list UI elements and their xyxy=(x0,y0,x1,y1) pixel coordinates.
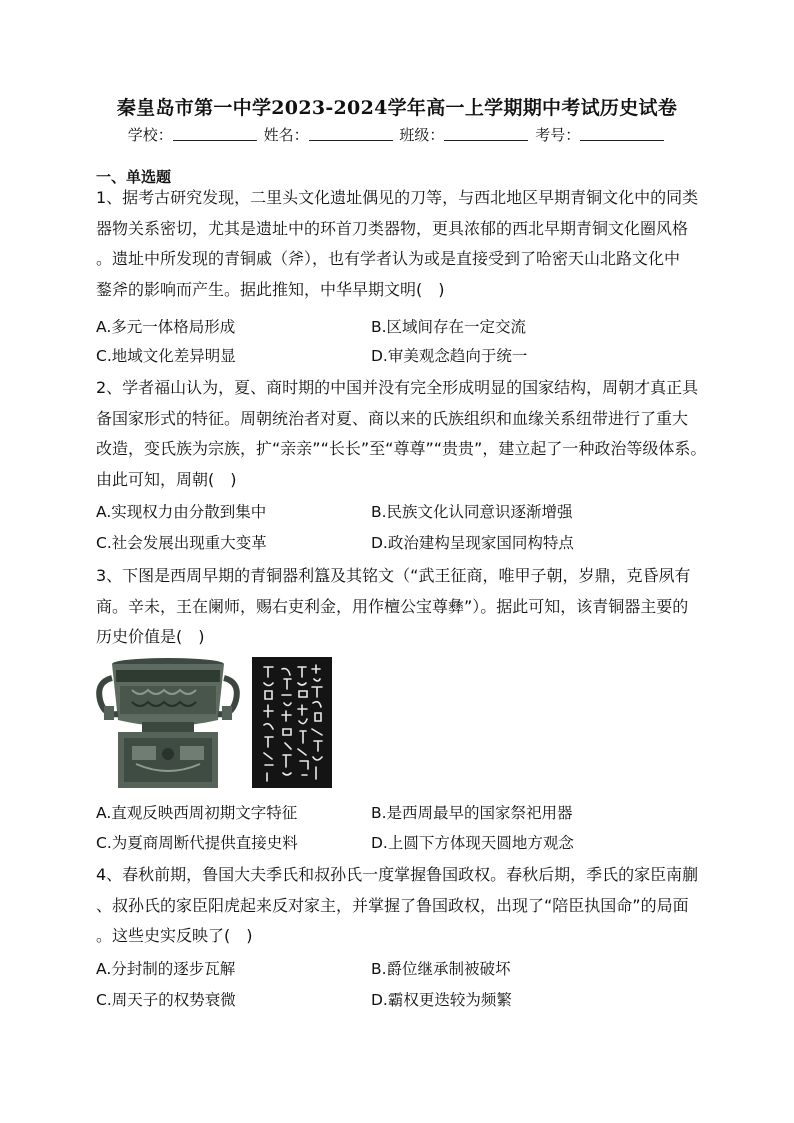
q2-option-b: B.民族文化认同意识逐渐增强 xyxy=(371,503,573,521)
q1-option-d: D.审美观念趋向于统一 xyxy=(371,347,528,365)
question-1 xyxy=(96,183,698,305)
question-4 xyxy=(96,860,698,952)
q1-option-a: A.多元一体格局形成 xyxy=(96,318,236,336)
q3-option-a: A.直观反映西周初期文字特征 xyxy=(96,804,298,822)
question-line: 2、学者福山认为，夏、商时期的中国并没有完全形成明显的国家结构，周朝才真正具 xyxy=(96,378,699,397)
q1-option-c: C.地域文化差异明显 xyxy=(96,347,236,365)
q4-option-a: A.分封制的逐步瓦解 xyxy=(96,960,236,978)
q3-option-d: D.上圆下方体现天圆地方观念 xyxy=(371,834,574,852)
exam-number-label: 考号： xyxy=(535,126,581,144)
question-line: 商。辛未，王在阑师，赐右吏利金，用作檀公宝尊彝”）。据此可知，该青铜器主要的 xyxy=(96,596,689,616)
question-line: 、叔孙氏的家臣阳虎起来反对家主，并掌握了鲁国政权，出现了“陪臣执国命”的局面 xyxy=(96,895,689,915)
question-line: 。这些史实反映了( ) xyxy=(96,926,253,945)
q2-option-a: A.实现权力由分散到集中 xyxy=(96,503,267,521)
class-label: 班级： xyxy=(399,126,445,144)
question-line: 3、下图是西周早期的青铜器利簋及其铭文（“武王征商，唯甲子朝，岁鼎，克昏夙有 xyxy=(96,566,691,585)
question-3 xyxy=(96,561,698,653)
q2-option-c: C.社会发展出现重大变革 xyxy=(96,534,267,552)
q2-option-d: D.政治建构呈现家国同构特点 xyxy=(371,534,574,552)
question-line: 改造，变氏族为宗族，扩“亲亲”“长长”至“尊尊”“贵贵”，建立起了一种政治等级体系。 xyxy=(96,439,707,458)
question-line: 鍪斧的影响而产生。据此推知，中华早期文明( ) xyxy=(96,279,445,299)
section-heading: 一、单选题 xyxy=(96,168,172,186)
question-line: 1、据考古研究发现，二里头文化遗址偶见的刀等，与西北地区早期青铜文化中的同类 xyxy=(96,188,699,207)
q3-option-c: C.为夏商周断代提供直接史料 xyxy=(96,834,298,852)
name-blank[interactable] xyxy=(309,126,393,141)
inscription-rubbing-image xyxy=(252,657,332,788)
q1-option-b: B.区域间存在一定交流 xyxy=(371,318,527,336)
student-info-line xyxy=(0,124,794,145)
question-line: 历史价值是( ) xyxy=(96,627,205,646)
school-label: 学校： xyxy=(127,126,173,144)
question-line: 4、春秋前期，鲁国大夫季氏和叔孙氏一度掌握鲁国政权。春秋后期，季氏的家臣南蒯 xyxy=(96,865,699,884)
question-line: 。遗址中所发现的青铜戚（斧），也有学者认为或是直接受到了哈密天山北路文化中 xyxy=(96,249,681,268)
question-line: 备国家形式的特征。周朝统治者对夏、商以来的氏族组织和血缘关系纽带进行了重大 xyxy=(96,408,689,428)
q4-option-c: C.周天子的权势衰微 xyxy=(96,991,236,1009)
name-label: 姓名： xyxy=(263,126,309,144)
class-blank[interactable] xyxy=(444,126,528,141)
school-blank[interactable] xyxy=(173,126,257,141)
exam-title: 秦皇岛市第一中学2023-2024学年高一上学期期中考试历史试卷 xyxy=(116,97,678,119)
exam-number-blank[interactable] xyxy=(580,126,664,141)
q4-option-d: D.霸权更迭较为频繁 xyxy=(371,991,512,1009)
q3-option-b: B.是西周最早的国家祭祀用器 xyxy=(371,804,573,822)
question-line: 由此可知，周朝( ) xyxy=(96,469,237,489)
question-2 xyxy=(96,373,707,495)
bronze-vessel-photo xyxy=(96,656,240,790)
q4-option-b: B.爵位继承制被破坏 xyxy=(371,960,511,978)
question-line: 器物关系密切，尤其是遗址中的环首刀类器物，更具浓郁的西北早期青铜文化圈风格 xyxy=(96,218,689,238)
